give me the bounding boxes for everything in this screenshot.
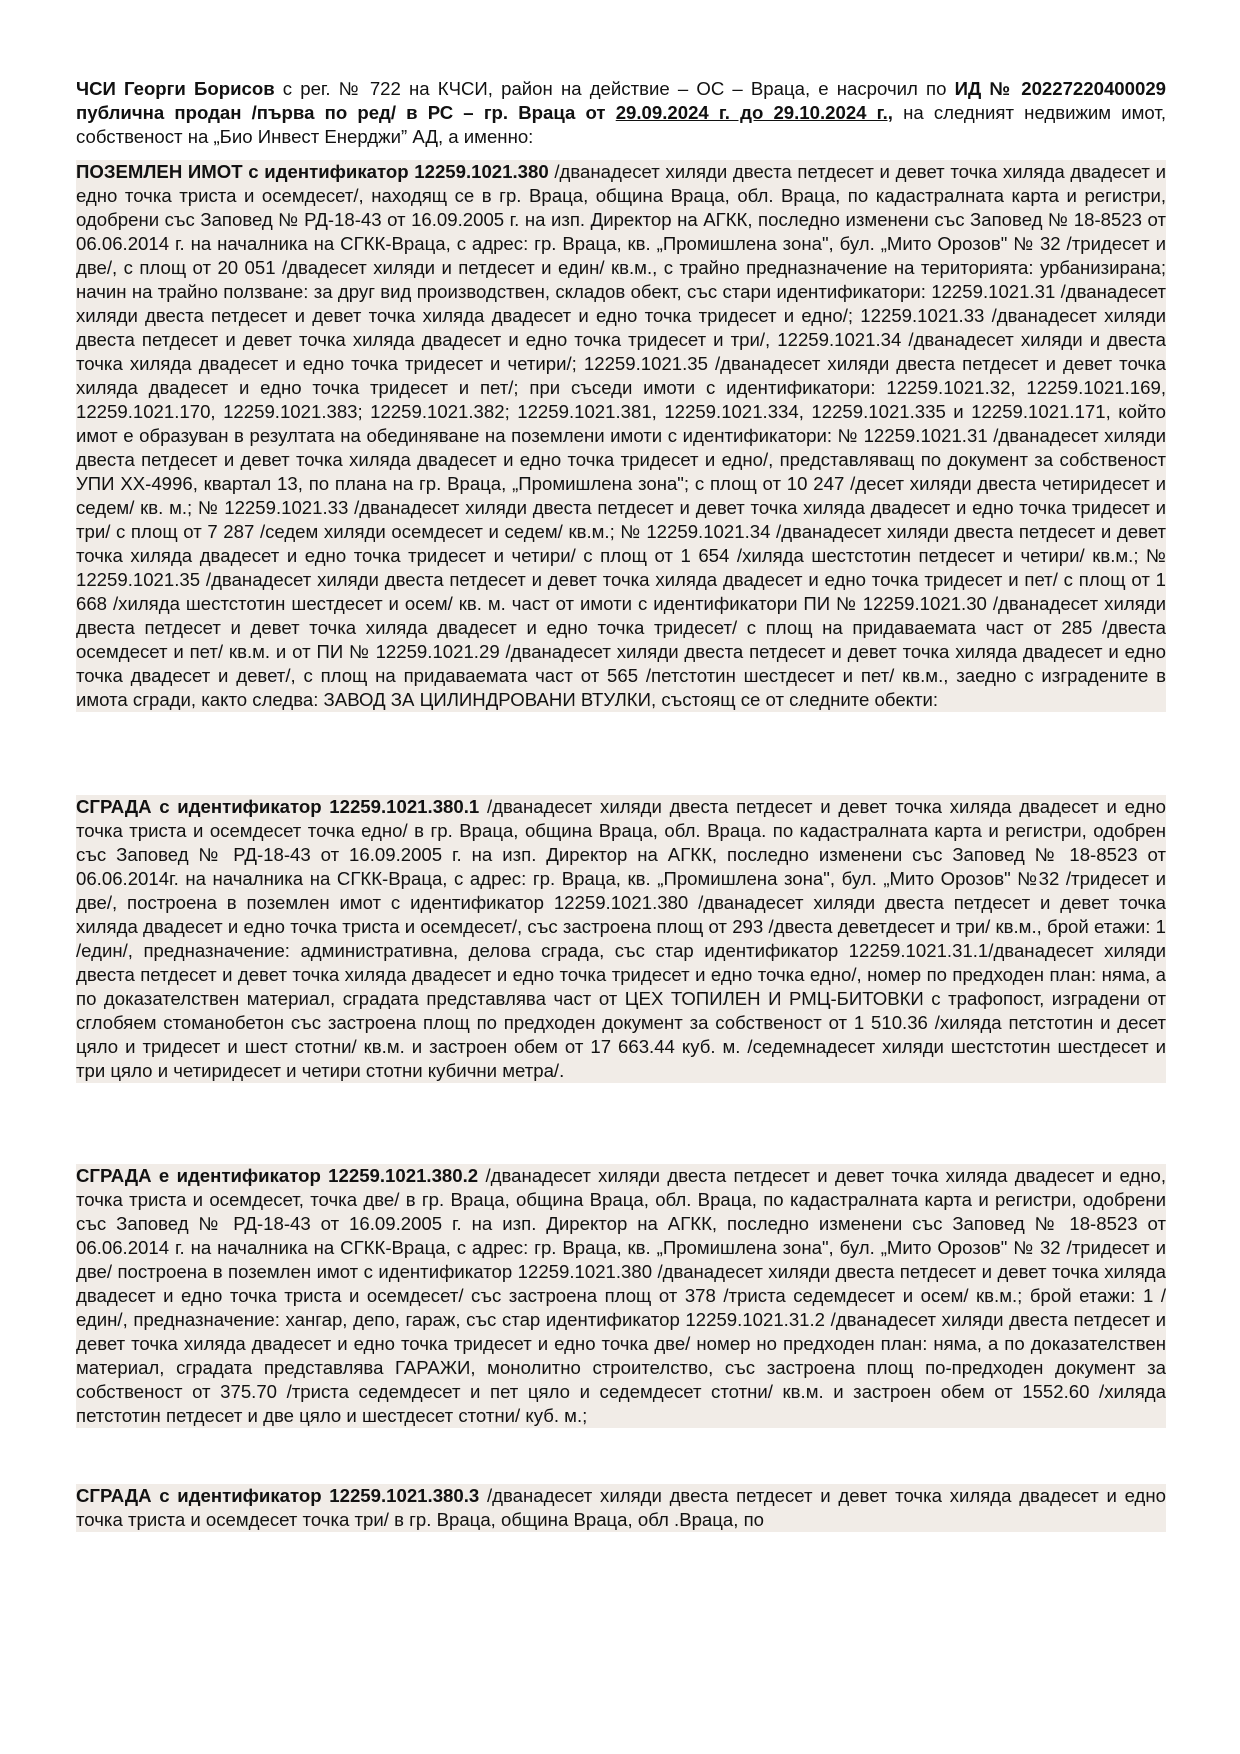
intro-text: с рег. № 722 на КЧСИ, район на действие – ОС – Враца, е насрочил по	[274, 78, 955, 99]
property-section-building-2	[76, 1164, 1166, 1428]
property-section-land	[76, 160, 1166, 712]
case-number: ИД № 20227220400029 публична продан /първа по ред/ в РС – гр. Враца от	[76, 78, 1166, 123]
section-body: /дванадесет хиляди двеста петдесет и девет точка хиляда двадесет и едно точка триста и осемдесет/, находящ се в гр. Враца, община Враца, обл. Враца, по кадастралната карта и регистри, одобрени със Заповед № РД-18-43 от 16.09.2005 г. на изп. Директор на АГКК, последно изменени със Заповед № 18-8523 от 06.06.2014 г. на началника на СГКК-Враца, с адрес: гр. Враца, кв. „Промишлена зона", бул. „Мито Орозов" № 32 /тридесет и две/, с площ от 20 051 /двадесет хиляди и петдесет и един/ кв.м., с трайно предназначение на територията: урбанизирана; начин на трайно ползване: за друг вид производствен, складов обект, със стари идентификатори: 12259.1021.31 /дванадесет хиляди двеста петдесет и девет точка хиляда двадесет и едно точка тридесет и едно/; 12259.1021.33 /дванадесет хиляди двеста петдесет и девет точка хиляда двадесет и едно точка тридесет и три/, 12259.1021.34 /дванадесет хиляди и двеста точка хиляда двадесет и едно точка тридесет и четири/; 12259.1021.35 /дванадесет хиляди двеста петдесет и девет точка хиляда двадесет и едно точка тридесет и пет/; при съседи имоти с идентификатори: 12259.1021.32, 12259.1021.169, 12259.1021.170, 12259.1021.383; 12259.1021.382; 12259.1021.381, 12259.1021.334, 12259.1021.335 и 12259.1021.171, който имот е образуван в резултата на обединяване на поземлени имоти с идентификатори: № 12259.1021.31 /дванадесет хиляди двеста петдесет и девет точка хиляда двадесет и едно точка тридесет и едно/, представляващ по документ за собственост УПИ ХХ-4996, квартал 13, по плана на гр. Враца, „Промишлена зона"; с площ от 10 247 /десет хиляди двеста четиридесет и седем/ кв. м.; № 12259.1021.33 /дванадесет хиляди двеста петдесет и девет точка хиляда двадесет и едно точка тридесет и три/ с площ от 7 287 /седем хиляди осемдесет и седем/ кв.м.; № 12259.1021.34 /дванадесет хиляди двеста петдесет и девет точка хиляда двадесет и едно точка тридесет и четири/ с площ от 1 654 /хиляда шестстотин петдесет и четири/ кв.м.; № 12259.1021.35 /дванадесет хиляди двеста петдесет и девет точка хиляда двадесет и едно точка тридесет и пет/ с площ от 1 668 /хиляда шестстотин шестдесет и осем/ кв. м. част от имоти с идентификатори ПИ № 12259.1021.30 /дванадесет хиляди двеста петдесет и девет точка хиляда двадесет и едно точка тридесет/ с площ на придаваемата част от 285 /двеста осемдесет и пет/ кв.м. и от ПИ № 12259.1021.29 /дванадесет хиляди двеста петдесет и девет точка хиляда двадесет и едно точка двадесет и девет/, с площ на придаваемата част от 565 /петстотин шестдесет и пет/ кв.м., заедно с изградените в имота сгради, както следва: ЗАВОД ЗА ЦИЛИНДРОВАНИ ВТУЛКИ, състоящ се от следните обекти:	[76, 161, 1167, 710]
auction-date-range: 29.09.2024 г. до 29.10.2024 г.,	[615, 102, 893, 123]
section-body: /дванадесет хиляди двеста петдесет и девет точка хиляда двадесет и едно, точка триста и осемдесет, точка две/ в гр. Враца, община Враца, обл. Враца, по кадастралната карта и регистри, одобрени със Заповед № РД-18-43 от 16.09.2005 г. на изп. Директор на АГКК, последно изменени със Заповед № 18-8523 от 06.06.2014 г. на началника на СГКК-Враца, с адрес: гр. Враца, кв. „Промишлена зона", бул. „Мито Орозов" № 32 /тридесет и две/ построена в поземлен имот с идентификатор 12259.1021.380 /дванадесет хиляди двеста петдесет и девет точка хиляда двадесет и едно точка триста и осемдесет/ със застроена площ от 378 /триста седемдесет и осем/ кв.м.; брой етажи: 1 /един/, предназначение: хангар, депо, гараж, със стар идентификатор 12259.1021.31.2 /дванадесет хиляди двеста петдесет и девет точка хиляда двадесет и едно точка тридесет и едно точка две/ номер но предходен план: няма, а по доказателствен материал, сградата представлява ГАРАЖИ, монолитно строителство, със застроена площ по-предходен документ за собственост от 375.70 /триста седемдесет и пет цяло и седемдесет стотни/ кв.м. и застроен обем от 1552.60 /хиляда петстотин петдесет и две цяло и шестдесет стотни/ куб. м.;	[76, 1165, 1167, 1426]
section-heading: ПОЗЕМЛЕН ИМОТ с идентификатор 12259.1021.380	[76, 161, 549, 182]
intro-paragraph	[76, 77, 1166, 149]
section-body: /дванадесет хиляди двеста петдесет и девет точка хиляда двадесет и едно точка триста и осемдесет точка едно/ в гр. Враца, община Враца, обл. Враца. по кадастралната карта и регистри, одобрен със Заповед № РД-18-43 от 16.09.2005 г. на изп. Директор на АГКК, последно изменени със Заповед № 18-8523 от 06.06.2014г. на началника на СГКК-Враца, с адрес: гр. Враца, кв. „Промишлена зона", бул. „Мито Орозов" №32 /тридесет и две/, построена в поземлен имот с идентификатор 12259.1021.380 /дванадесет хиляди двеста петдесет и девет точка хиляда двадесет и едно точка триста и осемдесет/, със застроена площ от 293 /двеста деветдесет и три/ кв.м., брой етажи: 1 /един/, предназначение: административна, делова сграда, със стар идентификатор 12259.1021.31.1/дванадесет хиляди двеста петдесет и девет точка хиляда двадесет и едно точка тридесет и едно точка едно/, номер по предходен план: няма, а по доказателствен материал, сградата представлява част от ЦЕХ ТОПИЛЕН И РМЦ-БИТОВКИ с трафопост, изградени от сглобяем стоманобетон със застроена площ по предходен документ за собственост от 1 510.36 /хиляда петстотин и десет цяло и тридесет и шест стотни/ кв.м. и застроен обем от 17 663.44 куб. м. /седемнадесет хиляди шестстотин шестдесет и три цяло и четиридесет и четири стотни кубични метра/.	[76, 796, 1167, 1081]
intro-text-end: на следният недвижим имот, собственост на „Био Инвест Енерджи” АД, а именно:	[76, 102, 1166, 147]
property-section-building-1	[76, 795, 1166, 1083]
section-body: /дванадесет хиляди двеста петдесет и девет точка хиляда двадесет и едно точка триста и осемдесет точка три/ в гр. Враца, община Враца, обл .Враца, по	[76, 1485, 1167, 1530]
section-heading: СГРАДА с идентификатор 12259.1021.380.3	[76, 1485, 480, 1506]
section-heading: СГРАДА с идентификатор 12259.1021.380.1	[76, 796, 480, 817]
property-section-building-3	[76, 1484, 1166, 1532]
bailiff-name: ЧСИ Георги Борисов	[76, 78, 275, 99]
section-heading: СГРАДА е идентификатор 12259.1021.380.2	[76, 1165, 479, 1186]
